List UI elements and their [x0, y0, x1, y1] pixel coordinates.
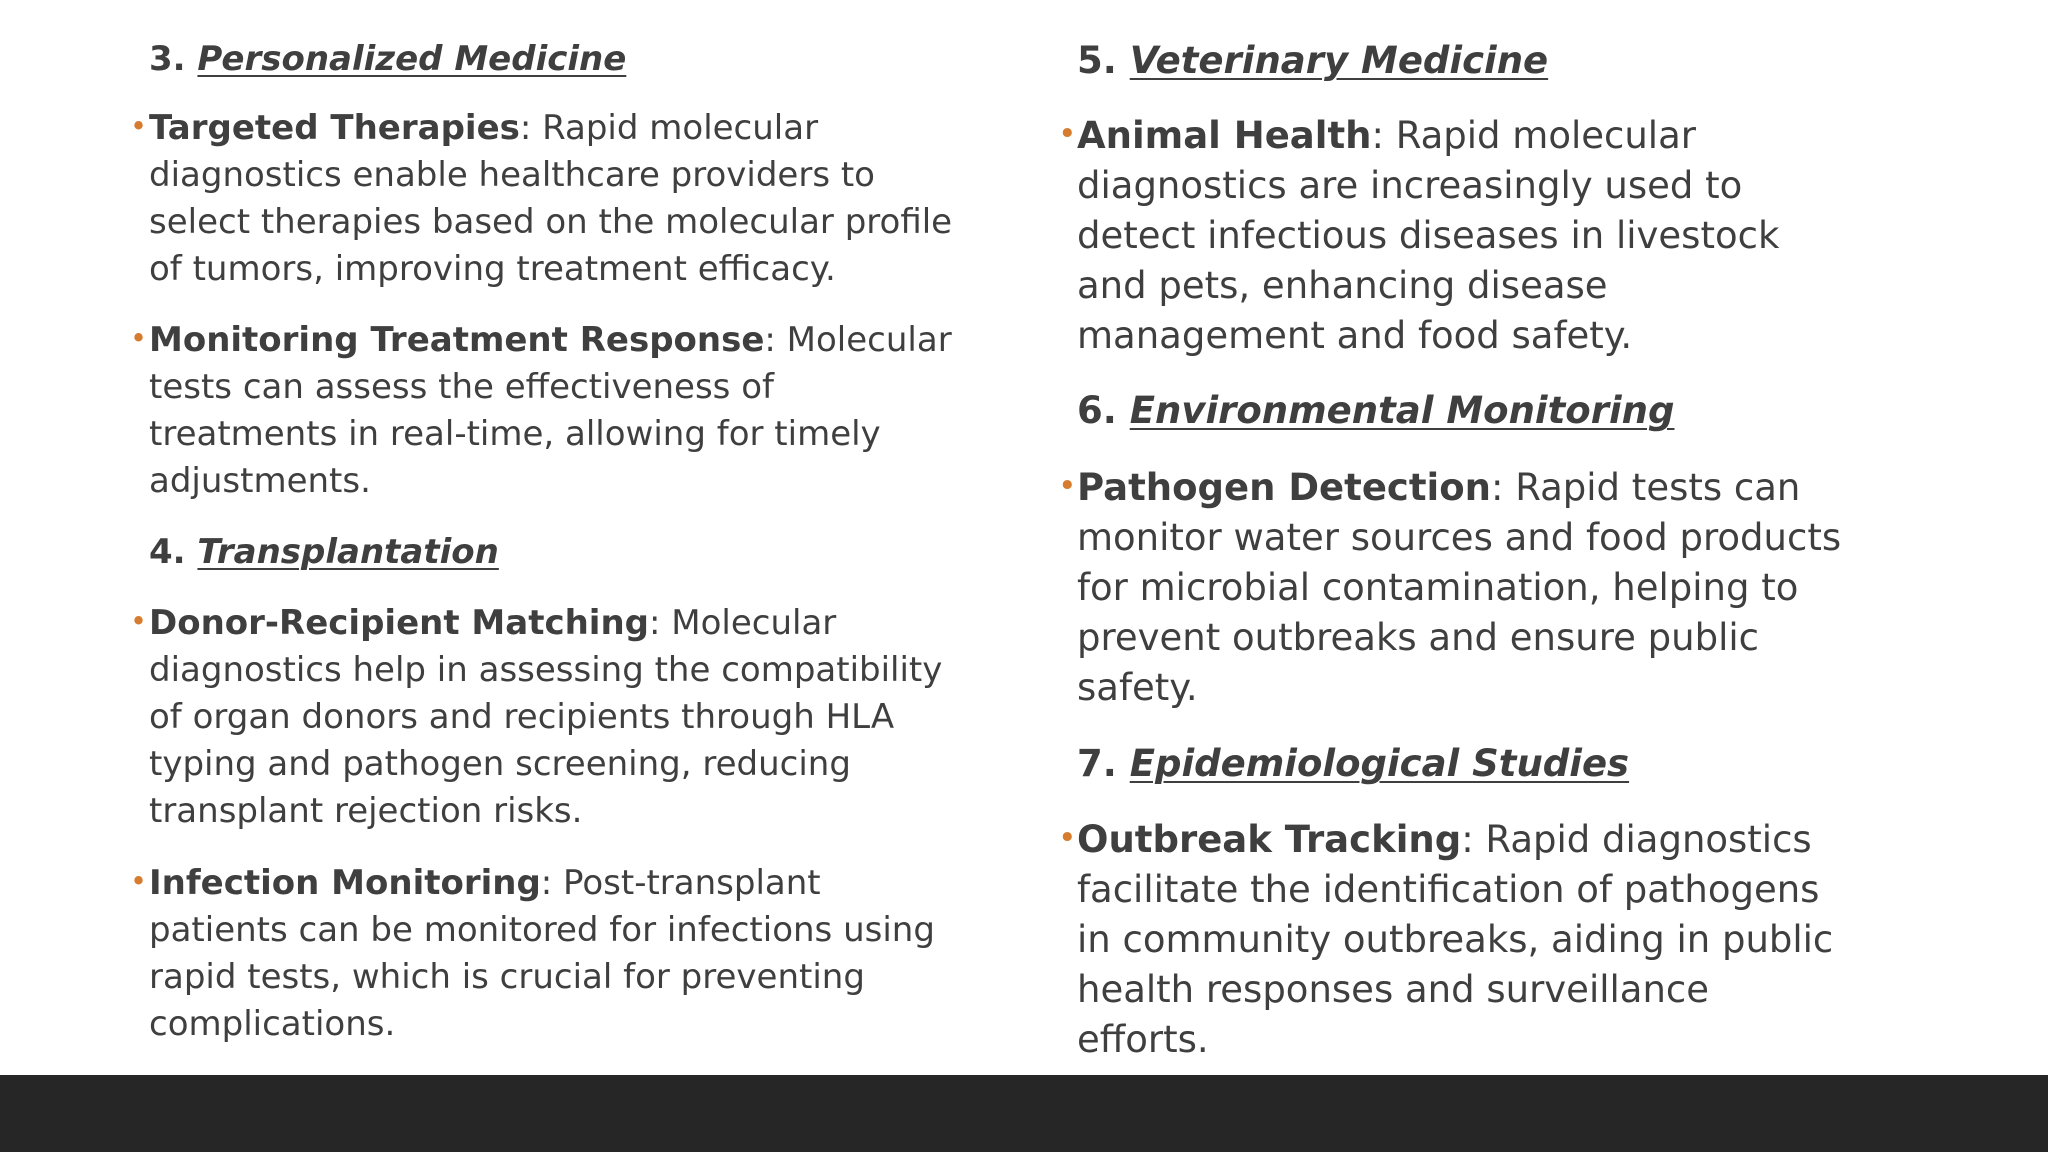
bullet-infection-monitoring	[130, 860, 960, 1048]
bullet-pathogen-detection	[1058, 463, 1848, 713]
section-number: 6.	[1077, 389, 1117, 432]
section-heading-veterinary-medicine	[1058, 36, 1848, 86]
bullet-term: Monitoring Treatment Response	[149, 320, 765, 360]
bullet-text: : Post-transplant patients can be monitored for infections using rapid tests, which is crucial for preventing complications.	[149, 863, 935, 1044]
bullet-term: Donor-Recipient Matching	[149, 603, 650, 643]
bullet-dot-icon: •	[130, 109, 148, 143]
bullet-term: Animal Health	[1077, 114, 1372, 157]
bullet-term: Outbreak Tracking	[1077, 818, 1462, 861]
bullet-text: : Rapid diagnostics facilitate the identification of pathogens in community outbreaks, aiding in public health responses and surveillance efforts.	[1077, 818, 1834, 1061]
bullet-dot-icon: •	[1058, 820, 1077, 856]
bullet-term: Infection Monitoring	[149, 863, 541, 903]
bullet-text: : Rapid molecular diagnostics are increasingly used to detect infectious diseases in livestock and pets, enhancing disease management and food safety.	[1077, 114, 1780, 357]
bullet-dot-icon: •	[130, 864, 148, 898]
section-title: Epidemiological Studies	[1129, 742, 1630, 785]
section-heading-epidemiological-studies	[1058, 739, 1848, 789]
bullet-outbreak-tracking	[1058, 815, 1848, 1065]
bullet-text: : Rapid tests can monitor water sources and food products for microbial contamination, helping to prevent outbreaks and ensure public safety.	[1077, 466, 1842, 709]
bullet-text: : Rapid molecular diagnostics enable healthcare providers to select therapies based on the molecular profile of tumors, improving treatment efficacy.	[149, 108, 953, 289]
section-number: 7.	[1077, 742, 1117, 785]
section-title: Environmental Monitoring	[1129, 389, 1675, 432]
section-number: 4.	[149, 532, 186, 572]
section-number: 3.	[149, 39, 186, 79]
section-number: 5.	[1077, 39, 1117, 82]
bullet-term: Pathogen Detection	[1077, 466, 1491, 509]
bullet-targeted-therapies	[130, 105, 960, 293]
bullet-dot-icon: •	[1058, 116, 1077, 152]
footer-bar	[0, 1075, 2048, 1152]
bullet-text: : Molecular tests can assess the effectiveness of treatments in real-time, allowing for timely adjustments.	[149, 320, 952, 501]
bullet-text: : Molecular diagnostics help in assessing the compatibility of organ donors and recipients through HLA typing and pathogen screening, reducing transplant rejection risks.	[149, 603, 943, 831]
section-heading-personalized-medicine	[130, 36, 960, 83]
bullet-term: Targeted Therapies	[149, 108, 520, 148]
section-heading-environmental-monitoring	[1058, 386, 1848, 436]
section-title: Transplantation	[197, 532, 499, 572]
left-column	[130, 0, 960, 1048]
section-heading-transplantation	[130, 529, 960, 576]
section-title: Personalized Medicine	[197, 39, 627, 79]
right-column	[1058, 0, 1848, 1065]
bullet-donor-recipient-matching	[130, 600, 960, 835]
bullet-dot-icon: •	[1058, 468, 1077, 504]
bullet-animal-health	[1058, 111, 1848, 361]
section-title: Veterinary Medicine	[1129, 39, 1549, 82]
bullet-dot-icon: •	[130, 321, 148, 355]
bullet-dot-icon: •	[130, 604, 148, 638]
bullet-monitoring-treatment-response	[130, 317, 960, 505]
